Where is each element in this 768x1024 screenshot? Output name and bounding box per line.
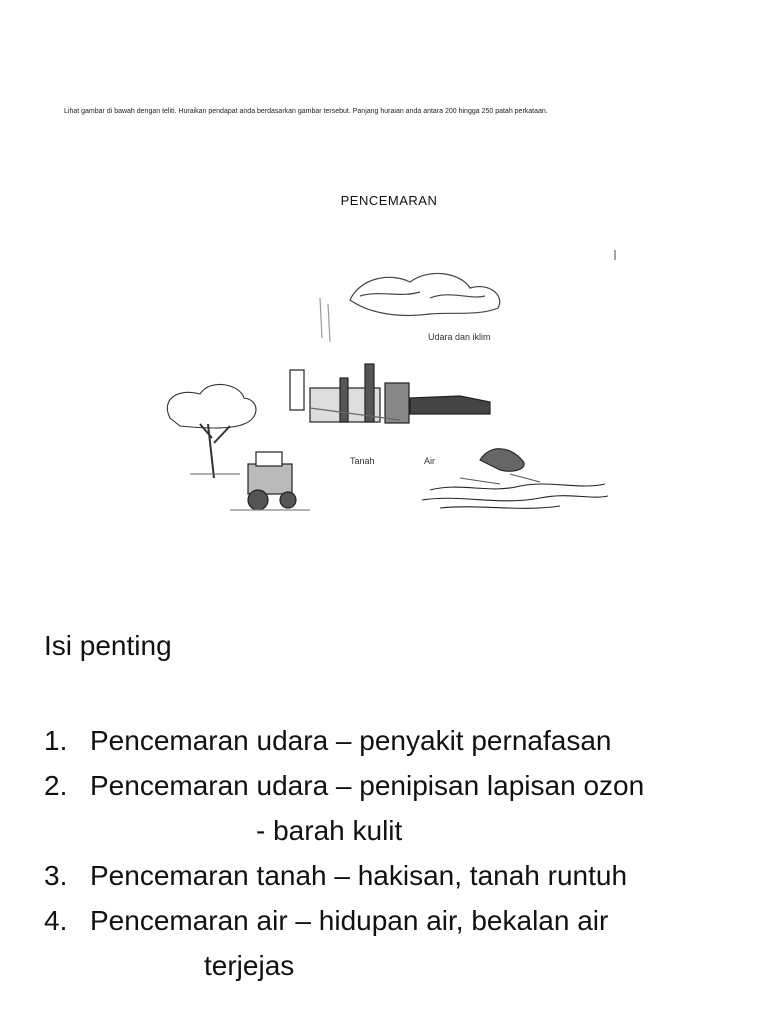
list-item <box>44 853 744 898</box>
key-points-list <box>44 718 744 988</box>
list-item <box>44 718 744 763</box>
label-water: Air <box>424 456 435 466</box>
instruction-text: Lihat gambar di bawah dengan teliti. Huraikan pendapat anda berdasarkan gambar tersebut. Panjang huraian anda antara 200 hingga 250 patah perkataan. <box>64 108 548 115</box>
list-text: Pencemaran udara – penyakit pernafasan <box>90 725 612 756</box>
page-title: PENCEMARAN <box>340 193 438 208</box>
tractor-icon <box>230 452 310 510</box>
list-text-continuation: terjejas <box>204 950 295 981</box>
label-land: Tanah <box>350 456 375 466</box>
list-number: 1. <box>44 725 68 756</box>
pollution-drawing <box>160 238 620 538</box>
factory-icon <box>290 364 490 423</box>
smoke-cloud-icon <box>320 250 615 342</box>
list-text: Pencemaran tanah – hakisan, tanah runtuh <box>90 860 628 891</box>
list-number: 4. <box>44 905 68 936</box>
list-number: 2. <box>44 770 68 801</box>
list-item <box>44 898 744 988</box>
label-air-climate: Udara dan iklim <box>428 332 491 342</box>
tree-icon <box>167 384 256 478</box>
polluted-water-icon <box>422 449 608 509</box>
list-text: Pencemaran air – hidupan air, bekalan air <box>90 905 609 936</box>
section-heading: Isi penting <box>44 630 172 661</box>
list-number: 3. <box>44 860 68 891</box>
list-text-continuation: - barah kulit <box>256 815 403 846</box>
pollution-illustration <box>160 238 620 538</box>
list-item <box>44 763 744 853</box>
list-text: Pencemaran udara – penipisan lapisan ozon <box>90 770 645 801</box>
